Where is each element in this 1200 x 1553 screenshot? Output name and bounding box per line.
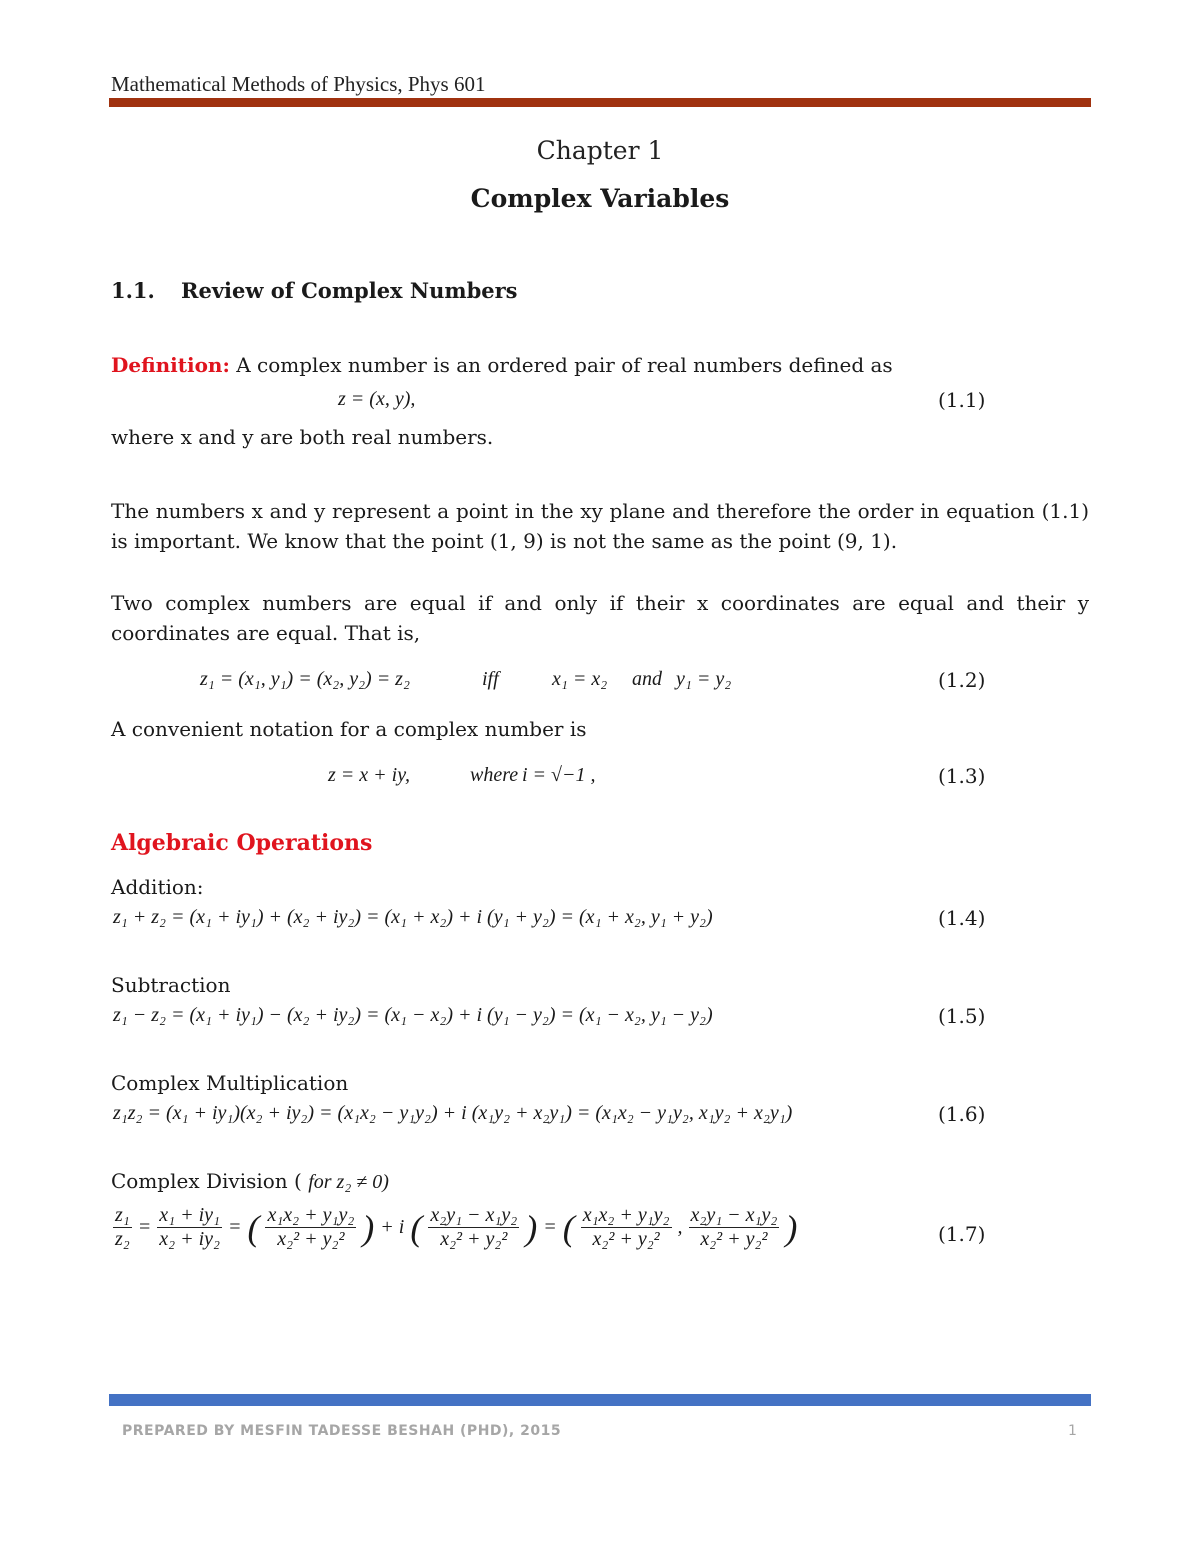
fraction-imaginary-part: [428, 1204, 519, 1251]
equals-sign: =: [137, 1216, 152, 1238]
left-paren: (: [410, 1207, 423, 1248]
definition-label: Definition:: [111, 353, 230, 377]
header-rule: [109, 98, 1091, 107]
addition-label: Addition:: [111, 875, 204, 899]
right-paren: ): [785, 1207, 798, 1248]
plus-i: + i: [380, 1216, 405, 1238]
equation-1-4: z₁ + z₂ = (x₁ + iy₁) + (x₂ + iy₂) = (x₁ + x₂) + i (y₁ + y₂) = (x₁ + x₂, y₁ + y₂): [113, 906, 713, 928]
frac-numerator: z₁: [115, 1204, 130, 1226]
equation-1-2-lhs: z₁ = (x₁, y₁) = (x₂, y₂) = z₂: [200, 668, 410, 690]
equation-1-1: z = (x, y),: [338, 388, 416, 410]
left-paren: (: [247, 1207, 260, 1248]
paragraph-xy-plane: The numbers x and y represent a point in the xy plane and therefore the order in equation (1.1) is important. We know that the point (1, 9) is not the same as the point (9, 1).: [111, 499, 1089, 553]
equation-number-1-4: (1.4): [938, 906, 986, 930]
right-paren: ): [525, 1207, 538, 1248]
page-number: 1: [1068, 1423, 1077, 1439]
section-number: 1.1.: [111, 278, 155, 303]
page-header: Mathematical Methods of Physics, Phys 601: [111, 72, 486, 96]
equation-1-2-rhs1: x₁ = x₂: [552, 668, 608, 690]
equation-number-1-1: (1.1): [938, 388, 986, 412]
chapter-label: Chapter 1: [536, 136, 664, 165]
chapter-title: Complex Variables: [470, 184, 730, 213]
equation-1-3-rhs: i = √−1 ,: [522, 764, 596, 786]
frac-denominator: z₂: [115, 1228, 130, 1250]
frac-denominator: x₂² + y₂²: [592, 1228, 660, 1250]
equation-number-1-7: (1.7): [938, 1222, 986, 1246]
frac-denominator: x₂² + y₂²: [440, 1228, 508, 1250]
equation-number-1-6: (1.6): [938, 1102, 986, 1126]
fraction-z1-over-z2: [113, 1204, 132, 1251]
algebraic-operations-heading: Algebraic Operations: [111, 830, 373, 856]
right-paren: ): [362, 1207, 375, 1248]
paragraph-notation: A convenient notation for a complex number is: [111, 717, 587, 741]
equation-1-3-where: where: [470, 764, 519, 786]
equation-1-2-rhs2: y₁ = y₂: [676, 668, 732, 690]
definition-after: where x and y are both real numbers.: [111, 425, 494, 449]
subtraction-label: Subtraction: [111, 973, 231, 997]
frac-numerator: x₁x₂ + y₁y₂: [582, 1204, 670, 1226]
paragraph-equality: Two complex numbers are equal if and only if their x coordinates are equal and their y coordinates are equal. That is,: [111, 591, 1089, 645]
frac-numerator: x₂y₁ − x₁y₂: [430, 1204, 518, 1226]
equation-1-7: [113, 1204, 797, 1251]
division-label-line: [111, 1166, 1089, 1197]
comma: ,: [677, 1216, 683, 1238]
fraction-pair-imaginary: [689, 1204, 780, 1251]
footer-author: PREPARED BY MESFIN TADESSE BESHAH (PHD), 2015: [122, 1423, 562, 1439]
equals-sign: =: [543, 1216, 557, 1238]
equation-1-2-and: and: [632, 668, 662, 690]
equation-number-1-2: (1.2): [938, 668, 986, 692]
equation-1-6: z₁z₂ = (x₁ + iy₁)(x₂ + iy₂) = (x₁x₂ − y₁y₂) + i (x₁y₂ + x₂y₁) = (x₁x₂ − y₁y₂, x₁y₂ + x₂y₁): [113, 1102, 793, 1124]
fraction-real-part: [265, 1204, 356, 1251]
frac-denominator: x₂² + y₂²: [277, 1228, 345, 1250]
fraction-pair-real: [581, 1204, 672, 1251]
definition-text: A complex number is an ordered pair of real numbers defined as: [229, 353, 893, 377]
equation-1-2-iff: iff: [482, 668, 499, 690]
frac-denominator: x₂² + y₂²: [700, 1228, 768, 1250]
definition-paragraph: [111, 350, 1089, 380]
multiplication-label: Complex Multiplication: [111, 1071, 349, 1095]
equation-1-5: z₁ − z₂ = (x₁ + iy₁) − (x₂ + iy₂) = (x₁ − x₂) + i (y₁ − y₂) = (x₁ − x₂, y₁ − y₂): [113, 1004, 713, 1026]
equation-number-1-5: (1.5): [938, 1004, 986, 1028]
left-paren: (: [562, 1207, 575, 1248]
frac-numerator: x₁ + iy₁: [159, 1204, 220, 1226]
fraction-rectangular: [157, 1204, 222, 1251]
equals-sign: =: [227, 1216, 242, 1238]
section-title: Review of Complex Numbers: [181, 278, 518, 303]
division-condition: for z₂ ≠ 0): [308, 1171, 389, 1193]
frac-numerator: x₁x₂ + y₁y₂: [267, 1204, 355, 1226]
frac-numerator: x₂y₁ − x₁y₂: [690, 1204, 778, 1226]
footer-rule: [109, 1394, 1091, 1406]
frac-denominator: x₂ + iy₂: [159, 1228, 220, 1250]
equation-number-1-3: (1.3): [938, 764, 986, 788]
division-label: Complex Division (: [111, 1169, 302, 1193]
equation-1-3-lhs: z = x + iy,: [328, 764, 410, 786]
